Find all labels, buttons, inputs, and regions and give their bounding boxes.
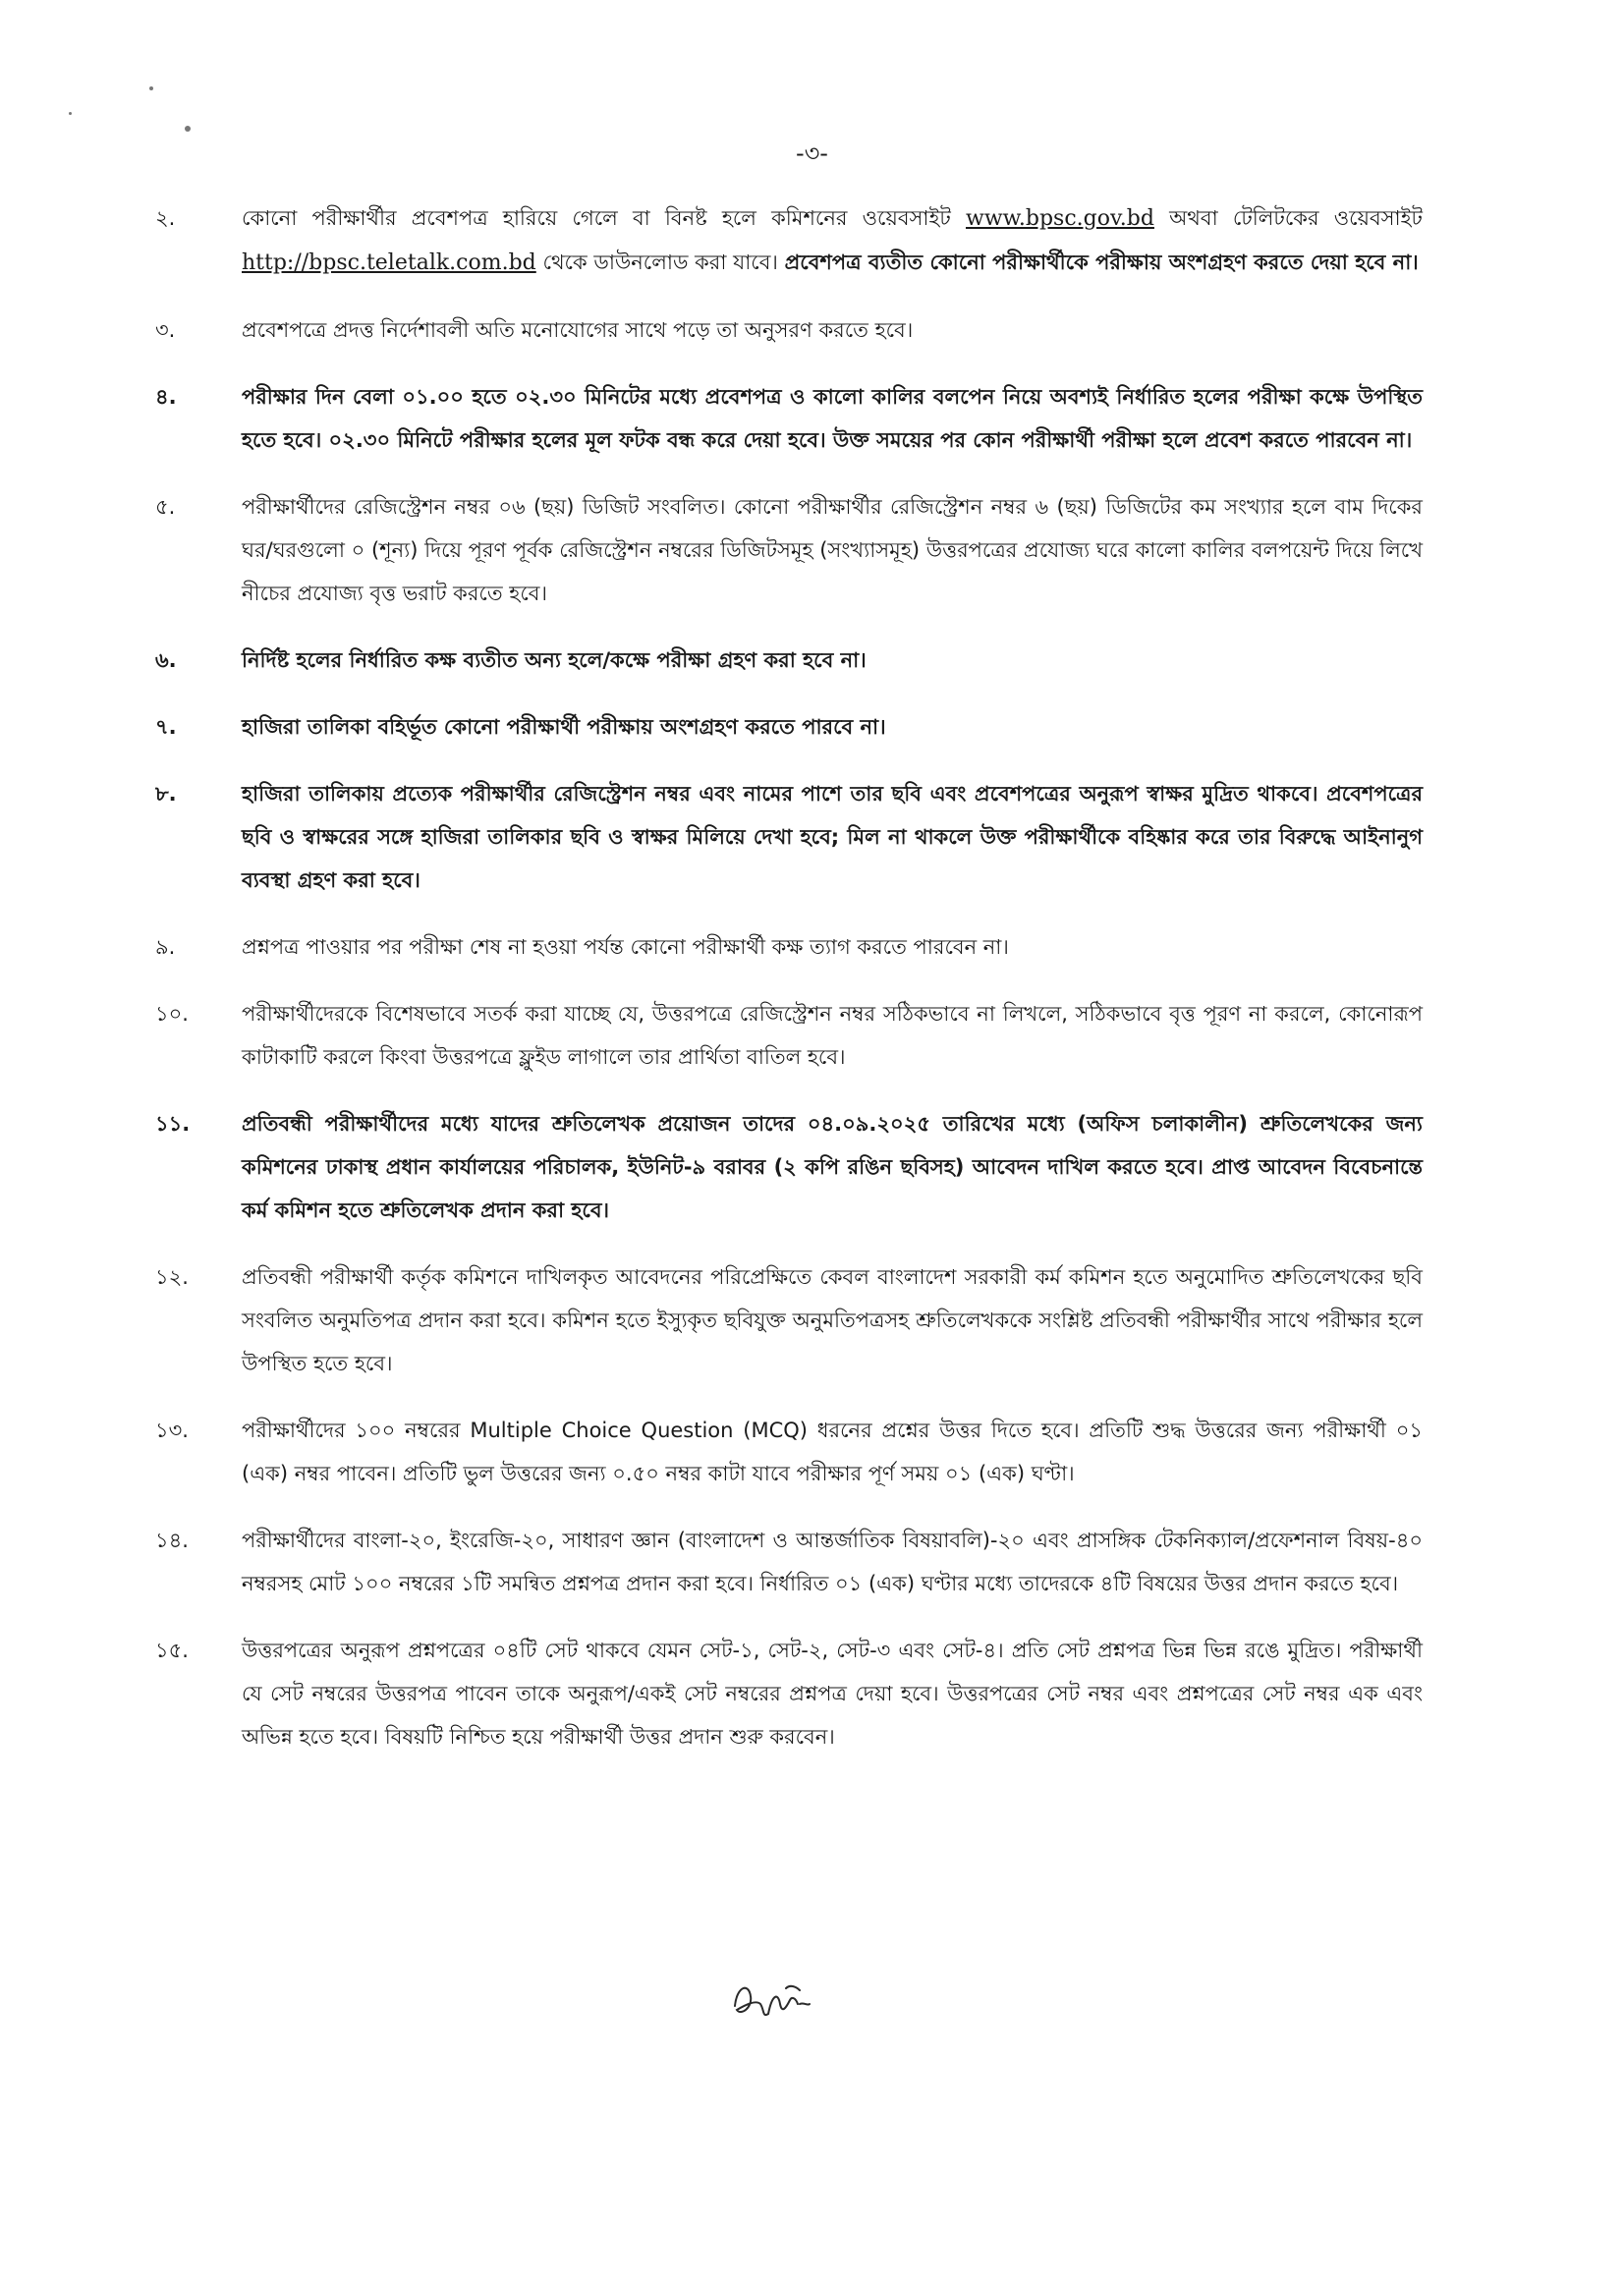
item-number: ১৪. xyxy=(155,1529,189,1552)
list-item xyxy=(155,308,1423,352)
item-text: পরীক্ষার দিন বেলা ০১.০০ হতে ০২.৩০ মিনিটের মধ্যে প্রবেশপত্র ও কালো কালির বলপেন নিয়ে অবশ্যই নির্ধারিত হলের পরীক্ষা কক্ষে উপস্থিত হতে হবে। ০২.৩০ মিনিটে পরীক্ষার হলের মূল ফটক বন্ধ করে দেয়া হবে। উক্ত সময়ের পর কোন পরীক্ষার্থী পরীক্ষা হলে প্রবেশ করতে পারবেন না। xyxy=(242,385,1423,452)
list-item xyxy=(155,1409,1423,1495)
list-item xyxy=(155,485,1423,615)
item-text: প্রতিবন্ধী পরীক্ষার্থী কর্তৃক কমিশনে দাখিলকৃত আবেদনের পরিপ্রেক্ষিতে কেবল বাংলাদেশ সরকারী কর্ম কমিশন হতে অনুমোদিত শ্রুতিলেখকের ছবি সংবলিত অনুমতিপত্র প্রদান করা হবে। কমিশন হতে ইস্যুকৃত ছবিযুক্ত অনুমতিপত্রসহ শ্রুতিলেখককে সংশ্লিষ্ট প্রতিবন্ধী পরীক্ষার্থীর সাথে পরীক্ষার হলে উপস্থিত হতে হবে। xyxy=(242,1265,1423,1375)
item-text: প্রবেশপত্রে প্রদত্ত নির্দেশাবলী অতি মনোযোগের সাথে পড়ে তা অনুসরণ করতে হবে। xyxy=(242,318,914,342)
list-item xyxy=(155,375,1423,462)
item-number: ১২. xyxy=(155,1265,189,1289)
scan-speck xyxy=(149,86,153,90)
list-item xyxy=(155,1102,1423,1232)
item-text: কোনো পরীক্ষার্থীর প্রবেশপত্র হারিয়ে গেলে বা বিনষ্ট হলে কমিশনের ওয়েবসাইট www.bpsc.gov.bd অথবা টেলিটকের ওয়েবসাইট http://bpsc.teletalk.com.bd থেকে ডাউনলোড করা যাবে। প্রবেশপত্র ব্যতীত কোনো পরীক্ষার্থীকে পরীক্ষায় অংশগ্রহণ করতে দেয়া হবে না। xyxy=(242,206,1423,275)
list-item xyxy=(155,772,1423,902)
list-item xyxy=(155,705,1423,749)
item-text: প্রশ্নপত্র পাওয়ার পর পরীক্ষা শেষ না হওয়া পর্যন্ত কোনো পরীক্ষার্থী কক্ষ ত্যাগ করতে পারবেন না। xyxy=(242,935,1009,959)
item-number: ১১. xyxy=(155,1112,191,1136)
item-text: উত্তরপত্রের অনুরূপ প্রশ্নপত্রের ০৪টি সেট থাকবে যেমন সেট-১, সেট-২, সেট-৩ এবং সেট-৪। প্রতি সেট প্রশ্নপত্র ভিন্ন ভিন্ন রঙে মুদ্রিত। পরীক্ষার্থী যে সেট নম্বরের উত্তরপত্র পাবেন তাকে অনুরূপ/একই সেট নম্বরের প্রশ্নপত্র দেয়া হবে। উত্তরপত্রের সেট নম্বর এবং প্রশ্নপত্রের সেট নম্বর এক এবং অভিন্ন হতে হবে। বিষয়টি নিশ্চিত হয়ে পরীক্ষার্থী উত্তর প্রদান শুরু করবেন। xyxy=(242,1639,1423,1749)
item-number: ৩. xyxy=(155,318,176,342)
item-text: পরীক্ষার্থীদের বাংলা-২০, ইংরেজি-২০, সাধারণ জ্ঞান (বাংলাদেশ ও আন্তর্জাতিক বিষয়াবলি)-২০ এবং প্রাসঙ্গিক টেকনিক্যাল/প্রফেশনাল বিষয়-৪০ নম্বরসহ মোট ১০০ নম্বরের ১টি সমন্বিত প্রশ্নপত্র প্রদান করা হবে। নির্ধারিত ০১ (এক) ঘণ্টার মধ্যে তাদেরকে ৪টি বিষয়ের উত্তর প্রদান করতে হবে। xyxy=(242,1529,1423,1595)
item-number: ৮. xyxy=(155,782,177,806)
list-item xyxy=(155,639,1423,682)
item-number: ৯. xyxy=(155,935,176,959)
item-number: ৭. xyxy=(155,715,177,739)
list-item xyxy=(155,196,1423,285)
list-item xyxy=(155,1629,1423,1758)
item-text: পরীক্ষার্থীদের ১০০ নম্বরের Multiple Choice Question (MCQ) ধরনের প্রশ্নের উত্তর দিতে হবে। প্রতিটি শুদ্ধ উত্তরের জন্য পরীক্ষার্থী ০১ (এক) নম্বর পাবেন। প্রতিটি ভুল উত্তরের জন্য ০.৫০ নম্বর কাটা যাবে পরীক্ষার পূর্ণ সময় ০১ (এক) ঘণ্টা। xyxy=(242,1419,1423,1485)
item-number: ১০. xyxy=(155,1002,189,1026)
item-number: ১৩. xyxy=(155,1419,189,1442)
item-number: ৫. xyxy=(155,495,176,519)
item-number: ১৫. xyxy=(155,1639,189,1662)
instruction-list xyxy=(155,196,1423,1782)
item-text: হাজিরা তালিকায় প্রত্যেক পরীক্ষার্থীর রেজিস্ট্রেশন নম্বর এবং নামের পাশে তার ছবি এবং প্রবেশপত্রের অনুরূপ স্বাক্ষর মুদ্রিত থাকবে। প্রবেশপত্রের ছবি ও স্বাক্ষরের সঙ্গে হাজিরা তালিকার ছবি ও স্বাক্ষর মিলিয়ে দেখা হবে; মিল না থাকলে উক্ত পরীক্ষার্থীকে বহিষ্কার করে তার বিরুদ্ধে আইনানুগ ব্যবস্থা গ্রহণ করা হবে। xyxy=(242,782,1423,892)
item-number: ৪. xyxy=(155,385,177,409)
page-number: -৩- xyxy=(796,139,828,167)
item-number: ৬. xyxy=(155,648,177,672)
scan-speck xyxy=(185,126,191,132)
signature-initials xyxy=(727,1975,815,2024)
list-item xyxy=(155,925,1423,969)
item-text: পরীক্ষার্থীদের রেজিস্ট্রেশন নম্বর ০৬ (ছয়) ডিজিট সংবলিত। কোনো পরীক্ষার্থীর রেজিস্ট্রেশন নম্বর ৬ (ছয়) ডিজিটের কম সংখ্যার হলে বাম দিকের ঘর/ঘরগুলো ০ (শূন্য) দিয়ে পূরণ পূর্বক রেজিস্ট্রেশন নম্বরের ডিজিটসমূহ (সংখ্যাসমূহ) উত্তরপত্রের প্রযোজ্য ঘরে কালো কালির বলপয়েন্ট দিয়ে লিখে নীচের প্রযোজ্য বৃত্ত ভরাট করতে হবে। xyxy=(242,495,1423,605)
list-item xyxy=(155,1255,1423,1385)
item-text: প্রতিবন্ধী পরীক্ষার্থীদের মধ্যে যাদের শ্রুতিলেখক প্রয়োজন তাদের ০৪.০৯.২০২৫ তারিখের মধ্যে (অফিস চলাকালীন) শ্রুতিলেখকের জন্য কমিশনের ঢাকাস্থ প্রধান কার্যালয়ের পরিচালক, ইউনিট-৯ বরাবর (২ কপি রঙিন ছবিসহ) আবেদন দাখিল করতে হবে। প্রাপ্ত আবেদন বিবেচনান্তে কর্ম কমিশন হতে শ্রুতিলেখক প্রদান করা হবে। xyxy=(242,1112,1423,1222)
teletalk-website-link[interactable]: http://bpsc.teletalk.com.bd xyxy=(242,251,536,275)
item-number: ২. xyxy=(155,206,176,230)
bpsc-website-link[interactable]: www.bpsc.gov.bd xyxy=(966,206,1154,231)
scan-speck xyxy=(69,112,72,115)
list-item xyxy=(155,1519,1423,1605)
item-text: হাজিরা তালিকা বহির্ভূত কোনো পরীক্ষার্থী পরীক্ষায় অংশগ্রহণ করতে পারবে না। xyxy=(242,715,886,739)
item-text: পরীক্ষার্থীদেরকে বিশেষভাবে সতর্ক করা যাচ্ছে যে, উত্তরপত্রে রেজিস্ট্রেশন নম্বর সঠিকভাবে না লিখলে, সঠিকভাবে বৃত্ত পূরণ না করলে, কোনোরূপ কাটাকাটি করলে কিংবা উত্তরপত্রে ফ্লুইড লাগালে তার প্রার্থিতা বাতিল হবে। xyxy=(242,1002,1423,1069)
item-text: নির্দিষ্ট হলের নির্ধারিত কক্ষ ব্যতীত অন্য হলে/কক্ষে পরীক্ষা গ্রহণ করা হবে না। xyxy=(242,648,867,672)
list-item xyxy=(155,992,1423,1079)
